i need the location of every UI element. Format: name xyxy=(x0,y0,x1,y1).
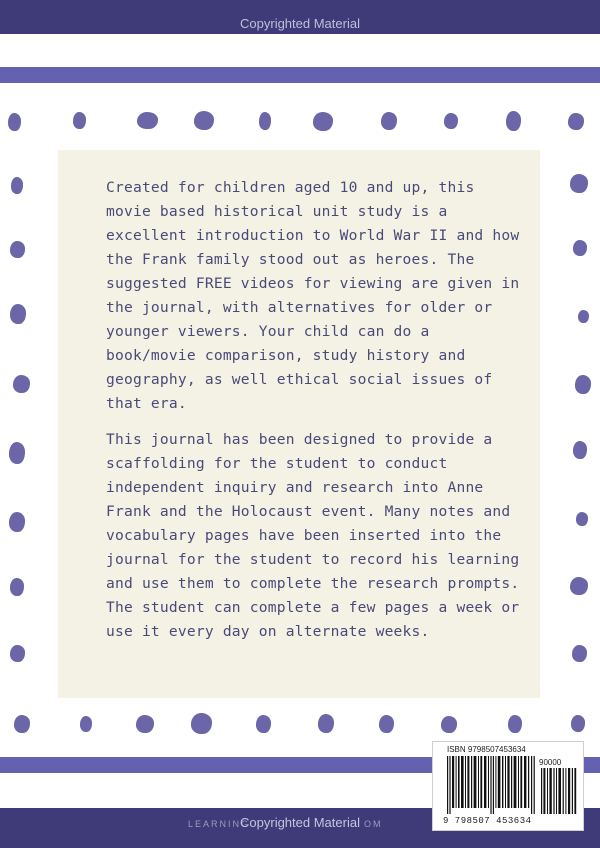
dot xyxy=(194,111,214,130)
dot xyxy=(441,716,457,733)
dot xyxy=(381,112,397,130)
dot xyxy=(9,512,25,532)
dot xyxy=(570,174,588,193)
dot xyxy=(9,442,25,464)
dot xyxy=(573,441,587,459)
dot xyxy=(191,713,212,734)
dot xyxy=(379,715,394,733)
dot xyxy=(508,715,522,733)
dot xyxy=(571,715,585,732)
dot xyxy=(444,113,458,129)
barcode-bars-icon xyxy=(447,756,537,814)
dot xyxy=(568,113,584,130)
dot xyxy=(10,241,25,258)
publisher-name-tail: OM xyxy=(364,819,383,829)
dot xyxy=(10,578,24,596)
description-paragraph-2: This journal has been designed to provide a scaffolding for the student to conduct independent inquiry and research into Anne Frank and the Holocaust event. Many notes and vocabulary pages have been inserted into the journal for the student to record his learning and use them to complete the research prompts. The student can complete a few pages a week or use it every day on alternate weeks. xyxy=(106,431,520,640)
dot xyxy=(578,310,589,323)
dot xyxy=(259,112,271,130)
dot xyxy=(570,577,588,595)
watermark-bottom: Copyrighted Material xyxy=(240,815,360,830)
top-purple-stripe xyxy=(0,67,600,83)
dot xyxy=(10,304,26,324)
dot xyxy=(10,645,25,662)
dot xyxy=(575,375,591,394)
isbn-digits: 9 798507 453634 xyxy=(443,816,532,826)
dot xyxy=(136,715,154,733)
dot xyxy=(318,714,334,733)
price-code: 90000 xyxy=(539,758,562,767)
isbn-barcode xyxy=(432,741,584,831)
dot xyxy=(256,715,271,733)
barcode-addon-icon xyxy=(541,768,577,814)
dot xyxy=(11,177,23,194)
dot xyxy=(576,512,588,526)
dot xyxy=(573,240,587,256)
dot xyxy=(313,112,333,131)
dot xyxy=(137,112,158,129)
dot xyxy=(73,112,86,129)
dot xyxy=(572,645,587,662)
dot xyxy=(506,111,521,131)
dot xyxy=(14,715,30,733)
dot xyxy=(13,375,30,393)
description-paragraph-1: Created for children aged 10 and up, this movie based historical unit study is a excellent introduction to World War II and how the Frank family stood out as heroes. The suggested FREE videos for viewing are given in the journal, with alternatives for older or younger viewers. Your child can do a book/movie comparison, study history and geography, as well ethical social issues of that era. xyxy=(106,179,520,412)
description-panel xyxy=(58,150,540,698)
dot xyxy=(8,113,21,131)
publisher-name: LEARNING xyxy=(188,819,251,829)
watermark-top: Copyrighted Material xyxy=(240,16,360,31)
dot xyxy=(80,716,92,732)
isbn-label: ISBN 9798507453634 xyxy=(447,745,526,754)
